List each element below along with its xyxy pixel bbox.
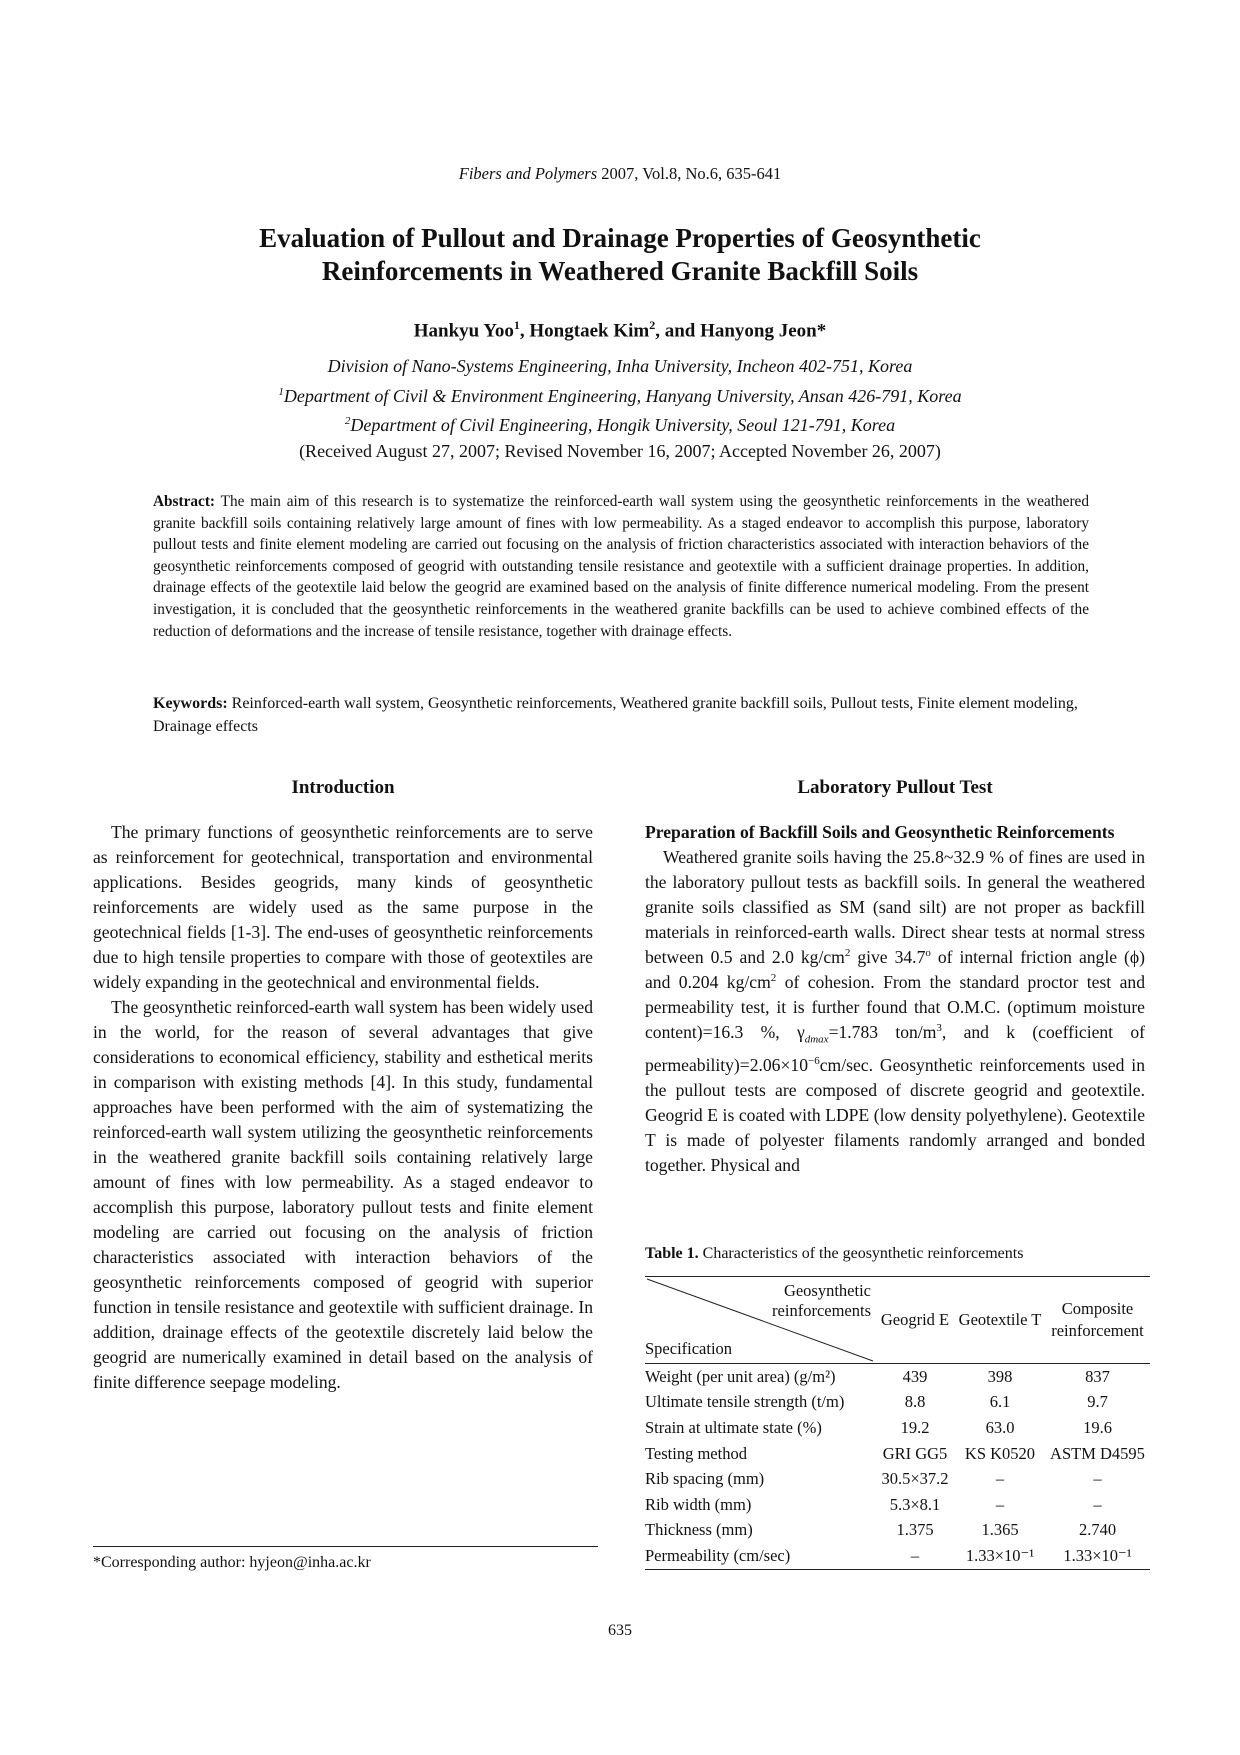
spec-cell: Testing method [645,1443,747,1463]
composite-cell: 9.7 [1087,1392,1108,1412]
table-caption-text: Characteristics of the geosynthetic reinforcements [698,1245,1024,1262]
author-3: , and Hanyong Jeon [655,320,817,342]
author-1: Hankyu Yoo [413,320,514,342]
geogrid-cell: 30.5×37.2 [881,1469,949,1489]
title-line-2: Reinforcements in Weathered Granite Backfill Soils [321,256,919,286]
abstract [153,491,1089,642]
geogrid-cell: 19.2 [900,1417,930,1437]
right-column [645,820,1145,1178]
abstract-text: The main aim of this research is to systematize the reinforced-earth wall system using the geosynthetic reinforcements in the weathered granite backfill soils containing relatively large amount of fines with low permeability. As a staged endeavor to accomplish this purpose, laboratory pullout tests and finite element modeling are carried out focusing on the analysis of friction characteristics associated with interaction behaviors of the geosynthetic reinforcements composed of geogrid with outstanding tensile resistance and geotextile with a sufficient drainage properties. In addition, drainage effects of the geotextile laid below the geogrid are examined based on the analysis of finite difference numerical modeling. From the present investigation, it is concluded that the geosynthetic reinforcements in the weathered granite backfills can be used to achieve combined effects of the reduction of deformations and the increase of tensile resistance, together with drainage effects. [153,493,1089,640]
abstract-label: Abstract: [153,493,216,510]
affiliations [0,354,1240,464]
lab-text-d: of cohesion. From the standard proctor test and permeability test, it is further found that O.M.C. (optimum moisture content)=16.3 %, γ [645,972,1145,1042]
col-header-geogrid: Geogrid E [880,1310,950,1329]
table-row [645,1543,1150,1569]
affiliation-1: Division of Nano-Systems Engineering, Inha University, Incheon 402-751, Korea [327,356,913,376]
geotextile-cell: 63.0 [985,1417,1015,1437]
spec-cell: Permeability (cm/sec) [645,1545,791,1565]
geogrid-cell: 8.8 [904,1392,926,1412]
composite-cell: – [1093,1494,1102,1514]
received-dates: (Received August 27, 2007; Revised November 16, 2007; Accepted November 26, 2007) [299,440,941,461]
lab-heading: Laboratory Pullout Test [797,777,993,798]
spec-cell: Ultimate tensile strength (t/m) [645,1392,845,1412]
spec-cell: Weight (per unit area) (g/m²) [645,1366,836,1386]
page-number: 635 [608,1622,632,1639]
geotextile-cell: 6.1 [989,1392,1011,1412]
table-row [645,1415,1150,1441]
spec-cell: Thickness (mm) [645,1520,753,1540]
geogrid-cell: – [910,1545,920,1565]
paper-title [140,222,1100,288]
geotextile-cell: 398 [987,1366,1013,1386]
table-caption-label: Table 1. [645,1245,699,1262]
affiliation-3 [0,409,1240,439]
author-list [0,318,1240,342]
introduction-heading: Introduction [291,777,395,798]
geogrid-cell: GRI GG5 [882,1443,948,1463]
affiliation-2-sup: 1 [278,385,284,398]
lab-text-c: of internal friction angle (ϕ) and 0.204 kg/cm [645,947,1145,992]
author-2-sup: 2 [649,318,656,332]
affiliation-2 [0,380,1240,410]
affiliation-3-sup: 2 [344,415,351,427]
subsection-heading: Preparation of Backfill Soils and Geosynthetic Reinforcements [645,822,1115,842]
intro-paragraph-2: The geosynthetic reinforced-earth wall system has been widely used in the world, for the reason of several advantages that give considerations to economical efficiency, stability and esthetical merits in comparison with existing methods [4]. In this study, fundamental approaches have been performed with the aim of systematizing the reinforced-earth wall system utilizing the geosynthetic reinforcements in the weathered granite backfill soils containing relatively large amount of fines with low permeability. As a staged endeavor to accomplish this purpose, laboratory pullout tests and finite element modeling are carried out focusing on the analysis of friction characteristics associated with interaction behaviors of the geosynthetic reinforcements composed of geogrid with superior function in tensile resistance and geotextile with sufficient drainage. In addition, drainage effects of the geotextile discretely laid below the geogrid are numerically examined in detail based on the analysis of finite difference seepage modeling. [93,997,593,1392]
geotextile-cell: KS K0520 [964,1443,1036,1463]
corresponding-author-footnote: *Corresponding author: hyjeon@inha.ac.kr [93,1554,371,1571]
lab-sup-f: −6 [808,1054,820,1067]
table-row [645,1466,1150,1492]
geotextile-cell: 1.365 [981,1520,1019,1540]
corner-top-1: Geosynthetic [783,1281,871,1300]
left-column [93,820,593,1395]
geotextile-cell: 1.33×10⁻¹ [965,1545,1035,1565]
geogrid-cell: 5.3×8.1 [889,1494,941,1514]
geogrid-cell: 439 [902,1366,928,1386]
lab-text-f: , and k (coefficient of permeability)=2.06×10 [645,1022,1145,1075]
author-2: , Hongtaek Kim [519,320,650,342]
table-row [645,1441,1150,1467]
lab-sup-a: 2 [844,947,851,960]
table-row [645,1518,1150,1544]
col-header-geotextile: Geotextile T [958,1310,1042,1329]
corner-bottom-label: Specification [645,1339,733,1358]
lab-text-g: cm/sec. Geosynthetic reinforcements used in the pullout tests are composed of discrete geogrid and geotextile. Geogrid E is coated with LDPE (low density polyethylene). Geotextile T is made of polyester filaments randomly arranged and bonded together. Physical and [645,1054,1145,1175]
table-header-row [645,1277,1150,1364]
table-corner-cell [645,1277,875,1364]
corner-top-2: reinforcements [772,1301,871,1320]
lab-paragraph [645,845,1145,1178]
geogrid-cell: 1.375 [896,1520,934,1540]
composite-cell: 837 [1085,1366,1110,1386]
keywords-label: Keywords: [153,695,228,712]
table-row [645,1390,1150,1416]
lab-text-a: Weathered granite soils having the 25.8~32.9 % of fines are used in the laboratory pullout tests as backfill soils. In general the weathered granite soils classified as SM (sand silt) are not proper as backfill materials in reinforced-earth walls. Direct shear tests at normal stress between 0.5 and 2.0 kg/cm [645,847,1145,967]
lab-text-b: give 34.7 [850,947,926,967]
affiliation-3-text: Department of Civil Engineering, Hongik University, Seoul 121-791, Korea [350,415,896,435]
author-1-sup: 1 [513,318,520,332]
lab-sup-e: 3 [936,1022,942,1035]
characteristics-table [645,1276,1150,1570]
keywords [153,692,1089,738]
table-row [645,1492,1150,1518]
table-row [645,1364,1150,1390]
spec-cell: Rib spacing (mm) [645,1469,765,1489]
table-caption [645,1245,1023,1263]
corner-top-label [772,1281,871,1321]
affiliation-2-text: Department of Civil & Environment Engineering, Hanyang University, Ansan 426-791, Korea [283,385,962,406]
geotextile-cell: – [995,1494,1005,1514]
composite-cell: – [1093,1469,1102,1489]
composite-cell: 2.740 [1078,1520,1117,1540]
lab-text-e: =1.783 ton/m [828,1022,937,1042]
footnote-rule [93,1546,598,1547]
spec-cell: Rib width (mm) [645,1494,752,1514]
geotextile-cell: – [995,1469,1005,1489]
journal-header [0,164,1240,184]
title-line-1: Evaluation of Pullout and Drainage Properties of Geosynthetic [259,223,981,253]
composite-cell: ASTM D4595 [1050,1443,1145,1463]
spec-cell: Strain at ultimate state (%) [645,1417,822,1437]
col-header-composite: Composite reinforcement [1051,1299,1144,1340]
author-3-mark: * [816,320,827,342]
intro-paragraph-1: The primary functions of geosynthetic reinforcements are to serve as reinforcement for geotechnical, transportation and environmental applications. Besides geogrids, many kinds of geosynthetic reinforcements are widely used as the same purpose in the geotechnical fields [1-3]. The end-uses of geosynthetic reinforcements due to high tensile properties to compare with those of geotextiles are widely expanding in the geotechnical and environmental fields. [93,822,593,992]
journal-volume: 2007, Vol.8, No.6, 635-641 [597,164,782,183]
lab-sup-b: o [925,947,931,960]
journal-name: Fibers and Polymers [458,164,598,183]
composite-cell: 1.33×10⁻¹ [1063,1545,1132,1565]
keywords-text: Reinforced-earth wall system, Geosynthetic reinforcements, Weathered granite backfill soils, Pullout tests, Finite element modeling, Drainage effects [153,695,1078,735]
composite-cell: 19.6 [1083,1417,1112,1437]
lab-sup-c: 2 [770,972,777,985]
lab-sub-d: dmax [804,1033,829,1046]
